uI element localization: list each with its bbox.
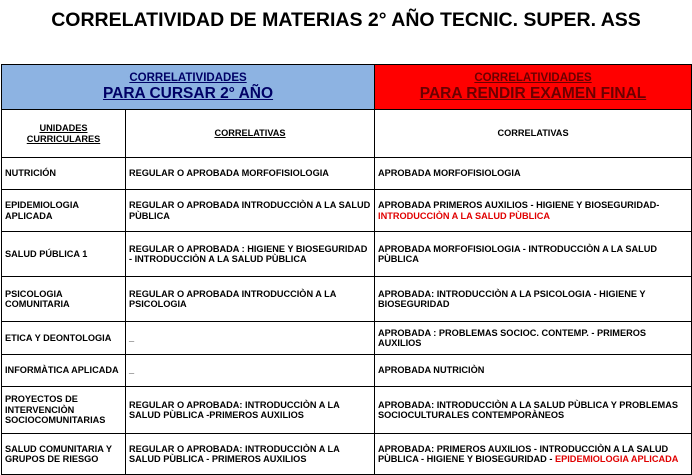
final-text: APROBADA: INTRODUCCIÒN A LA SALUD PÙBLICA Y PROBLEMAS SOCIOCULTURALES CONTEMPORÀNEOS — [378, 399, 678, 420]
final-text: APROBADA: INTRODUCCIÒN A LA PSICOLOGIA - HIGIENE Y BIOSEGURIDAD — [378, 288, 646, 309]
subheader-unidades: UNIDADES CURRICULARES — [2, 110, 126, 158]
table-row — [2, 190, 692, 232]
table-row — [2, 277, 692, 322]
header-final-line2: PARA RENDIR EXAMEN FINAL — [419, 84, 647, 102]
table-row — [2, 434, 692, 475]
unidad-cell: SALUD COMUNITARIA Y GRUPOS DE RIESGO — [2, 434, 126, 475]
subheader-row — [2, 110, 692, 158]
header-final-line1: CORRELATIVIDADES — [474, 71, 592, 84]
final-cell — [375, 387, 692, 434]
header-cursar-line2: PARA CURSAR 2° AÑO — [102, 84, 274, 102]
final-text: APROBADA MORFOFISIOLOGIA — [378, 168, 521, 179]
table-row — [2, 158, 692, 190]
header-final — [375, 65, 692, 110]
header-row — [2, 65, 692, 110]
final-cell — [375, 434, 692, 475]
final-text: APROBADA : PROBLEMAS SOCIOC. CONTEMP. - PRIMEROS AUXILIOS — [378, 327, 646, 348]
page-title: CORRELATIVIDAD DE MATERIAS 2° AÑO TECNIC. SUPER. ASS — [51, 9, 641, 31]
final-text: APROBADA MORFOFISIOLOGIA - INTRODUCCIÒN A LA SALUD PÙBLICA — [378, 243, 658, 264]
cursar-cell: REGULAR O APROBADA: INTRODUCCIÒN A LA SALUD PÙBLICA -PRIMEROS AUXILIOS — [126, 387, 375, 434]
final-cell — [375, 158, 692, 190]
table-row — [2, 355, 692, 387]
unidad-cell: EPIDEMIOLOGIA APLICADA — [2, 190, 126, 232]
unidad-cell: NUTRICIÓN — [2, 158, 126, 190]
table-row — [2, 232, 692, 277]
cursar-cell: _ — [126, 355, 375, 387]
unidad-cell: SALUD PÚBLICA 1 — [2, 232, 126, 277]
unidad-cell: PSICOLOGIA COMUNITARIA — [2, 277, 126, 322]
header-cursar-line1: CORRELATIVIDADES — [129, 71, 247, 84]
final-cell — [375, 232, 692, 277]
cursar-cell: REGULAR O APROBADA: INTRODUCCIÒN A LA SALUD PÙBLICA - PRIMEROS AUXILIOS — [126, 434, 375, 475]
header-cursar — [2, 65, 375, 110]
final-text: APROBADA PRIMEROS AUXILIOS - HIGIENE Y BIOSEGURIDAD- — [378, 200, 660, 210]
cursar-cell: REGULAR O APROBADA : HIGIENE Y BIOSEGURIDAD - INTRODUCCIÒN A LA SALUD PÙBLICA — [126, 232, 375, 277]
unidad-cell: ETICA Y DEONTOLOGIA — [2, 322, 126, 355]
final-cell — [375, 322, 692, 355]
final-text-highlight: INTRODUCCIÒN A LA SALUD PÙBLICA — [378, 210, 551, 221]
cursar-cell: _ — [126, 322, 375, 355]
final-cell — [375, 277, 692, 322]
final-text-highlight: EPIDEMIOLOGIA APLICADA — [555, 454, 679, 464]
final-cell — [375, 355, 692, 387]
table-row — [2, 387, 692, 434]
correlatividad-table — [1, 64, 692, 475]
final-text: APROBADA: PRIMEROS AUXILIOS - INTRODUCCIÒN A LA SALUD PÙBLICA - HIGIENE Y BIOSEGURIDAD - — [378, 443, 669, 464]
table-row — [2, 322, 692, 355]
final-text: APROBADA NUTRICIÒN — [378, 365, 485, 376]
cursar-cell: REGULAR O APROBADA INTRODUCCIÒN A LA PSICOLOGIA — [126, 277, 375, 322]
cursar-cell: REGULAR O APROBADA INTRODUCCIÒN A LA SALUD PÙBLICA — [126, 190, 375, 232]
subheader-correlativas-cursar: CORRELATIVAS — [126, 110, 375, 158]
unidad-cell: INFORMÀTICA APLICADA — [2, 355, 126, 387]
final-cell — [375, 190, 692, 232]
unidad-cell: PROYECTOS DE INTERVENCIÒN SOCIOCOMUNITARIAS — [2, 387, 126, 434]
subheader-correlativas-final: CORRELATIVAS — [375, 110, 692, 158]
cursar-cell: REGULAR O APROBADA MORFOFISIOLOGIA — [126, 158, 375, 190]
